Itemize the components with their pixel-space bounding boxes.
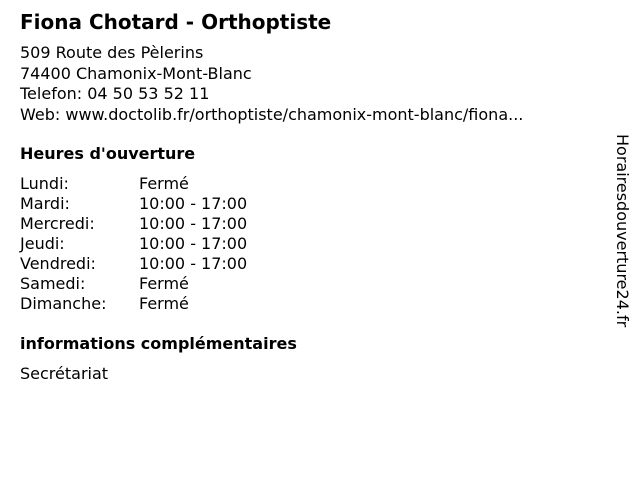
time-value: 10:00 - 17:00 [139, 214, 248, 233]
additional-info-text: Secrétariat [20, 364, 109, 383]
additional-info-heading: informations complémentaires [20, 334, 297, 353]
site-watermark: Horairesdouverture24.fr [613, 134, 632, 328]
address-city: 74400 Chamonix-Mont-Blanc [20, 63, 252, 83]
phone-number: Telefon: 04 50 53 52 11 [20, 84, 210, 103]
hours-row-monday [20, 174, 300, 194]
opening-hours-heading: Heures d'ouverture [20, 144, 196, 163]
hours-row-saturday [20, 274, 300, 294]
contact-block [20, 43, 523, 125]
address-street: 509 Route des Pèlerins [20, 43, 204, 62]
opening-hours-table [20, 174, 300, 314]
day-label: Dimanche: [20, 294, 107, 313]
time-value: 10:00 - 17:00 [139, 234, 248, 253]
hours-row-thursday [20, 234, 300, 254]
hours-row-sunday [20, 294, 300, 314]
hours-row-wednesday [20, 214, 300, 234]
day-label: Samedi: [20, 274, 86, 293]
time-value: 10:00 - 17:00 [139, 194, 248, 213]
day-label: Lundi: [20, 174, 69, 193]
day-label: Mardi: [20, 194, 70, 213]
time-value: Fermé [139, 174, 189, 193]
hours-row-tuesday [20, 194, 300, 214]
day-label: Mercredi: [20, 214, 95, 233]
time-value: Fermé [139, 274, 189, 293]
page-title: Fiona Chotard - Orthoptiste [20, 10, 332, 34]
website-url: Web: www.doctolib.fr/orthoptiste/chamonix-mont-blanc/fiona... [20, 104, 524, 124]
hours-row-friday [20, 254, 300, 274]
time-value: 10:00 - 17:00 [139, 254, 248, 273]
day-label: Jeudi: [20, 234, 65, 253]
time-value: Fermé [139, 294, 189, 313]
day-label: Vendredi: [20, 254, 96, 273]
